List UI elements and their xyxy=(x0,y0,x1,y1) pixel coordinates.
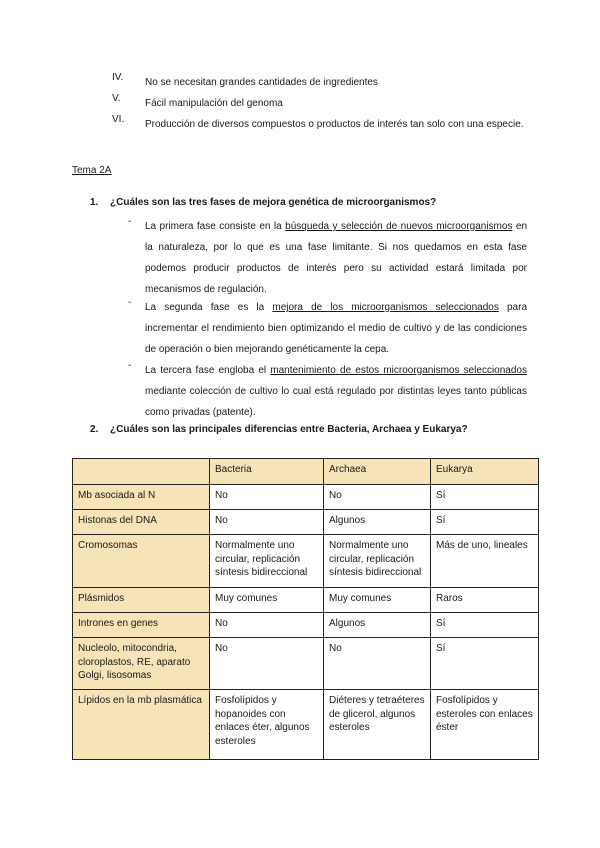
table-row xyxy=(73,535,539,588)
table-cell: Raros xyxy=(431,588,539,613)
roman-text: No se necesitan grandes cantidades de ingredientes xyxy=(145,77,378,88)
table-cell: Muy comunes xyxy=(324,588,431,613)
table-cell: No xyxy=(210,638,324,690)
section-title: Tema 2A xyxy=(72,165,112,176)
roman-text: Fácil manipulación del genoma xyxy=(145,98,283,109)
header-cell: Archaea xyxy=(324,459,431,485)
table-row xyxy=(73,690,539,760)
underlined-phrase: búsqueda y selección de nuevos microorganismos xyxy=(285,221,513,232)
roman-num: IV. xyxy=(112,72,124,83)
table-cell: Sí xyxy=(431,485,539,510)
underlined-phrase: mantenimiento de estos microorganismos seleccionados xyxy=(270,365,527,376)
table-cell: Más de uno, lineales xyxy=(431,535,539,588)
row-label: Intrones en genes xyxy=(73,613,210,638)
comparison-table xyxy=(72,458,539,760)
header-cell xyxy=(73,459,210,485)
table-cell: No xyxy=(324,638,431,690)
dash-marker: - xyxy=(128,216,132,227)
table-cell: No xyxy=(210,613,324,638)
table-cell: No xyxy=(324,485,431,510)
row-label: Nucleolo, mitocondria, cloroplastos, RE, aparato Golgi, lisosomas xyxy=(73,638,210,690)
table-row xyxy=(73,638,539,690)
dash-marker: - xyxy=(128,360,132,371)
table-cell: Diéteres y tetraéteres de glicerol, algunos esteroles xyxy=(324,690,431,760)
row-label: Lípidos en la mb plasmática xyxy=(73,690,210,760)
header-cell: Eukarya xyxy=(431,459,539,485)
question-number: 2. xyxy=(90,424,99,435)
bullet-text-pre: La segunda fase es la xyxy=(145,302,273,313)
table-row xyxy=(73,613,539,638)
table-cell: Fosfolípidos y esteroles con enlaces éster xyxy=(431,690,539,760)
header-cell: Bacteria xyxy=(210,459,324,485)
row-label: Cromosomas xyxy=(73,535,210,588)
bullet-text-pre: La tercera fase engloba el xyxy=(145,365,271,376)
table-row xyxy=(73,588,539,613)
table-row xyxy=(73,485,539,510)
table-cell: Sí xyxy=(431,613,539,638)
table-cell: Algunos xyxy=(324,613,431,638)
table-cell: Muy comunes xyxy=(210,588,324,613)
bullet-text-post: en la naturaleza, por lo que es una fase limitante. Si nos quedamos en esta fase podemos producir productos de interés pero su actividad estará limitada por mecanismos de regulación. xyxy=(145,221,528,295)
row-label: Histonas del DNA xyxy=(73,510,210,535)
question-text: ¿Cuáles son las tres fases de mejora genética de microorganismos? xyxy=(110,197,437,208)
row-label: Mb asociada al N xyxy=(73,485,210,510)
bullet-text xyxy=(145,216,527,300)
underlined-phrase: mejora de los microorganismos seleccionados xyxy=(272,302,499,313)
question-text: ¿Cuáles son las principales diferencias entre Bacteria, Archaea y Eukarya? xyxy=(110,424,468,435)
dash-marker: - xyxy=(128,297,132,308)
table-cell: No xyxy=(210,485,324,510)
bullet-text-pre: La primera fase consiste en la xyxy=(145,221,286,232)
row-label: Plásmidos xyxy=(73,588,210,613)
bullet-text-post: para incrementar el rendimiento bien optimizando el medio de cultivo y de las condiciones de operación o bien mejorando genéticamente la cepa. xyxy=(145,302,527,355)
roman-text: Producción de diversos compuestos o productos de interés tan solo con una especie. xyxy=(145,119,524,130)
bullet-text xyxy=(145,297,527,360)
question-number: 1. xyxy=(90,197,99,208)
table-cell: No xyxy=(210,510,324,535)
table-cell: Fosfolípidos y hopanoides con enlaces éter, algunos esteroles xyxy=(210,690,324,760)
roman-num: VI. xyxy=(112,114,125,125)
table-cell: Algunos xyxy=(324,510,431,535)
bullet-text xyxy=(145,360,527,423)
table-cell: Sí xyxy=(431,638,539,690)
table-cell: Sí xyxy=(431,510,539,535)
roman-num: V. xyxy=(112,93,121,104)
table-header-row xyxy=(73,459,539,485)
table-row xyxy=(73,510,539,535)
bullet-text-post: mediante colección de cultivo lo cual está regulado por distintas leyes tanto públicas como privadas (patente). xyxy=(145,386,527,418)
table-cell: Normalmente uno circular, replicación síntesis bidireccional xyxy=(324,535,431,588)
table-cell: Normalmente uno circular, replicación síntesis bidireccional xyxy=(210,535,324,588)
